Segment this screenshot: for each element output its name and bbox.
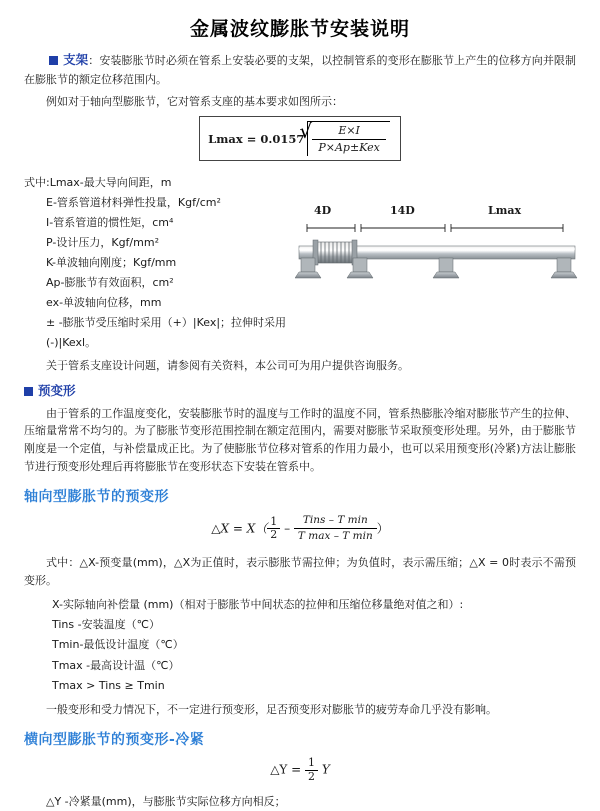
- figure-label-lmax: Lmax: [488, 204, 522, 217]
- definition-item: Ap-膨胀节有效面积，cm²: [46, 275, 174, 289]
- lmax-fraction: [312, 124, 385, 155]
- axial-temperature-fraction: [294, 514, 377, 544]
- lateral-formula-lhs: △Y =: [270, 762, 302, 777]
- axial-line-6: Tmax > Tins ≥ Tmin: [52, 679, 165, 693]
- lateral-half-denominator: 2: [308, 769, 316, 783]
- axial-line-5: Tmax -最高设计温（℃）: [52, 658, 180, 672]
- predeform-para-1: 由于管系的工作温度变化，安装膨胀节时的温度与工作时的温度不同，管系热膨胀冷缩对膨胀节产生的拉伸、压缩量常常不均匀的。为了膨胀节变形范围控制在额定范围内，需要对膨胀节采取预变形处理。另外，由于膨胀节刚度是一个定值，与补偿量成正比。为了使膨胀节位移对管系的作用力最小，也可以采用预变形(冷紧)方法让膨胀节进行预变形处理后再将膨胀节在变形状态下安装在管系中。: [24, 406, 576, 473]
- lateral-formula-rhs: Y: [321, 762, 330, 777]
- subheading-lateral: 横向型膨胀节的预变形-冷紧: [24, 732, 205, 749]
- lmax-numerator: √ E×I: [312, 124, 385, 140]
- axial-line-1: 式中：△X-预变量(mm)，△X为正值时，表示膨胀节需拉伸；为负值时，表示需压缩；△X = 0时表示不需预变形。: [24, 556, 576, 587]
- lateral-formula: [24, 757, 576, 783]
- axial-temp-denominator: T max – T min: [297, 530, 373, 543]
- section-heading-predeform-label: 预变形: [38, 382, 76, 398]
- piping-diagram-figure: [295, 200, 580, 310]
- figure-label-4d: 4D: [314, 204, 332, 217]
- piping-diagram-svg: [295, 200, 580, 310]
- bracket-para-2: 例如对于轴向型膨胀节，它对管系支座的基本要求如图所示：: [46, 94, 343, 108]
- section-heading-bracket-label: 支架: [63, 52, 89, 67]
- axial-temp-numerator: Tins – T min: [294, 514, 377, 530]
- axial-formula-rhs: ）: [376, 521, 389, 536]
- definitions-list: [24, 173, 289, 353]
- definition-item: P-设计压力，Kgf/mm²: [46, 235, 159, 249]
- lmax-formula: [24, 116, 576, 161]
- definition-item: ex-单波轴向位移，mm: [46, 295, 162, 309]
- definition-item: K-单波轴向刚度；Kgf/mm: [46, 255, 177, 269]
- axial-formula-lhs: △X = X（: [211, 521, 268, 536]
- blue-square-bullet-icon: [24, 387, 33, 396]
- section-bracket-intro-text: ：安装膨胀节时必须在管系上安装必要的支架，以控制管系的变形在膨胀节上产生的位移方向并限制在膨胀节的额定位移范围内。: [24, 54, 576, 86]
- definition-item: 式中:Lmax-最大导向间距，m: [24, 175, 172, 189]
- axial-line-7: 一般变形和受力情况下，不一定进行预变形，足否预变形对膨胀节的疲劳寿命几乎没有影响。: [46, 703, 497, 717]
- definition-item: E-管系管道材料弹性投量，Kgf/cm²: [46, 195, 221, 209]
- pipe-support: [551, 258, 577, 278]
- axial-line-4: Tmin-最低设计温度（℃）: [52, 638, 184, 652]
- pipe-support: [433, 258, 459, 278]
- section-heading-bracket: [24, 51, 576, 89]
- axial-definitions: [24, 595, 576, 697]
- lateral-half-numerator: 1: [305, 757, 318, 771]
- axial-formula: [24, 514, 576, 544]
- axial-half-denominator: 2: [270, 528, 278, 542]
- axial-half-numerator: 1: [267, 516, 280, 530]
- definition-item: ± -膨胀节受压缩时采用（+）|Kex|；拉伸时采用(-)|Kexl。: [46, 315, 287, 349]
- sqrt-icon: [307, 121, 389, 156]
- axial-line-2: X-实际轴向补偿量 (mm)（相对于膨胀节中间状态的拉伸和压缩位移量绝对值之和）:: [52, 597, 464, 611]
- document-body: [0, 51, 600, 811]
- page-title: 金属波纹膨胀节安装说明: [189, 18, 410, 40]
- document-page: [0, 14, 600, 809]
- lmax-formula-box: [199, 116, 401, 161]
- axial-line-3: Tins -安装温度（℃）: [52, 618, 160, 632]
- axial-half-fraction: [267, 516, 280, 542]
- bracket-closing-text: 关于管系支座设计问题，请参阅有关资料，本公司可为用户提供咨询服务。: [46, 358, 409, 372]
- dimension-arrows: [307, 224, 563, 232]
- lmax-formula-label: Lmax = 0.0157: [208, 131, 305, 146]
- lmax-denominator: P×Ap±Kex: [318, 141, 380, 155]
- lateral-half-fraction: [305, 757, 318, 783]
- definition-item: I-管系管道的惯性矩，cm⁴: [46, 215, 174, 229]
- figure-label-14d: 14D: [390, 204, 415, 217]
- blue-square-bullet-icon: [49, 56, 58, 65]
- section-heading-predeform: [24, 382, 576, 401]
- expansion-joint: [313, 240, 357, 265]
- lateral-line-1: △Y -冷紧量(mm)，与膨胀节实际位移方向相反；: [46, 795, 286, 809]
- subheading-axial: 轴向型膨胀节的预变形: [24, 488, 169, 505]
- axial-formula-minus: –: [284, 521, 291, 536]
